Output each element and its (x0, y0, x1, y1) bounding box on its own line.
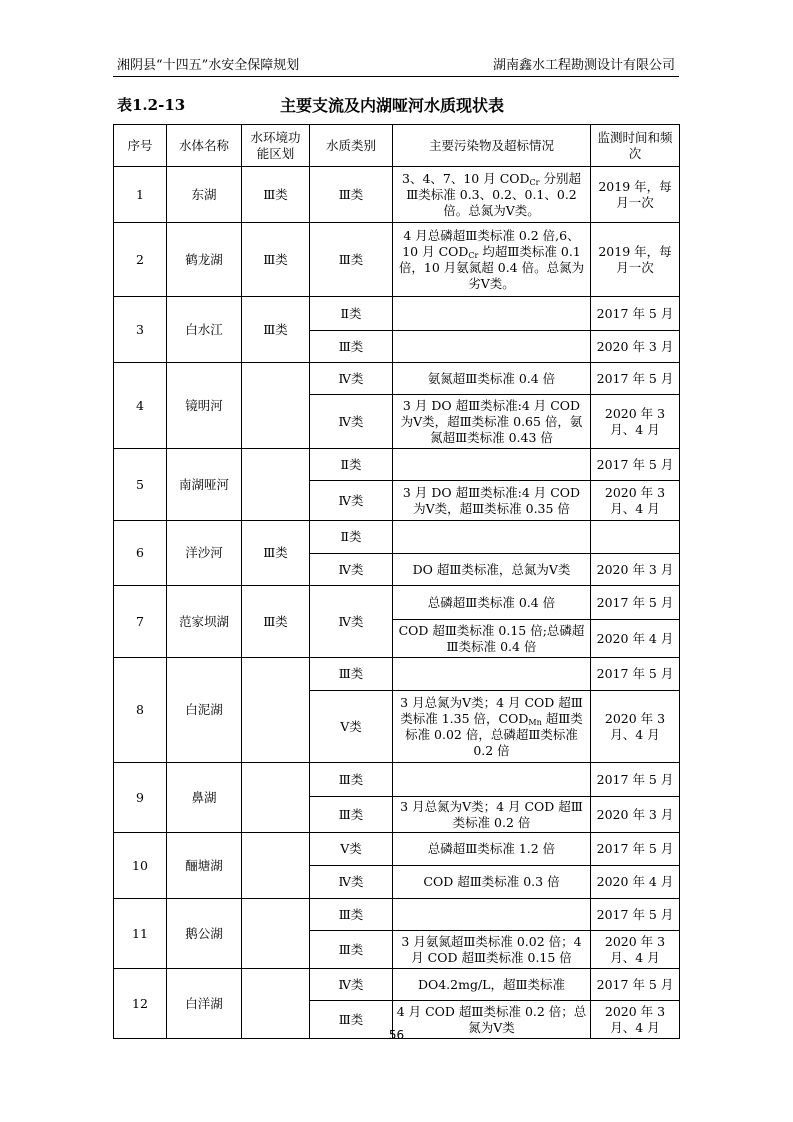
cell-function-zone (242, 658, 310, 763)
header-company-name: 湖南鑫水工程勘测设计有限公司 (492, 58, 675, 73)
cell-function-zone: Ⅲ类 (242, 586, 310, 658)
cell-serial-no: 5 (114, 449, 167, 521)
cell-pollutant (393, 620, 591, 658)
pollutant-text: COD 超Ⅲ类标准 0.3 倍 (423, 874, 560, 889)
cell-serial-no: 11 (114, 899, 167, 969)
table-row (114, 363, 680, 395)
cell-water-class: Ⅲ类 (310, 1001, 393, 1039)
pollutant-text: 3 月氨氮超Ⅲ类标准 0.02 倍；4 月 COD 超Ⅲ类标准 0.15 倍 (401, 933, 582, 965)
cell-function-zone (242, 449, 310, 521)
cell-water-class: Ⅲ类 (310, 167, 393, 223)
cell-serial-no: 1 (114, 167, 167, 223)
table-row (114, 833, 680, 866)
cell-monitoring-time: 2020 年 3 月、4 月 (591, 931, 680, 969)
page-header (113, 56, 679, 77)
cell-monitoring-time: 2017 年 5 月 (591, 833, 680, 866)
cell-pollutant (393, 797, 591, 833)
water-quality-table (113, 124, 680, 1039)
cell-water-body-name: 东湖 (167, 167, 242, 223)
cell-serial-no: 10 (114, 833, 167, 899)
cell-monitoring-time: 2020 年 3 月 (591, 331, 680, 363)
cell-pollutant (393, 331, 591, 363)
cell-serial-no: 4 (114, 363, 167, 449)
cell-pollutant (393, 395, 591, 449)
cell-monitoring-time: 2020 年 3 月、4 月 (591, 1001, 680, 1039)
cell-monitoring-time: 2019 年，每月一次 (591, 223, 680, 297)
cell-monitoring-time: 2020 年 3 月 (591, 797, 680, 833)
pollutant-text: 4 月总磷超Ⅲ类标准 0.2 倍,6、10 月 COD (402, 227, 580, 259)
page-number: 56 (388, 1028, 405, 1042)
table-body (114, 125, 680, 1039)
cell-pollutant (393, 833, 591, 866)
cell-monitoring-time: 2020 年 3 月、4 月 (591, 395, 680, 449)
cell-monitoring-time: 2017 年 5 月 (591, 969, 680, 1001)
cell-pollutant (393, 223, 591, 297)
cell-water-class: Ⅳ类 (310, 969, 393, 1001)
cell-pollutant (393, 554, 591, 586)
cell-water-class: Ⅳ类 (310, 363, 393, 395)
cell-monitoring-time: 2020 年 4 月 (591, 866, 680, 899)
table-header-row (114, 125, 680, 167)
cell-function-zone (242, 763, 310, 833)
cell-water-class: Ⅳ类 (310, 395, 393, 449)
cell-water-body-name: 白泥湖 (167, 658, 242, 763)
pollutant-subscript: Mn (528, 717, 542, 727)
cell-monitoring-time: 2020 年 3 月、4 月 (591, 691, 680, 763)
cell-monitoring-time: 2020 年 3 月 (591, 554, 680, 586)
cell-monitoring-time: 2017 年 5 月 (591, 297, 680, 331)
table-row (114, 449, 680, 481)
pollutant-text: COD 超Ⅲ类标准 0.15 倍;总磷超Ⅲ类标准 0.4 倍 (398, 622, 585, 654)
cell-serial-no: 6 (114, 521, 167, 586)
pollutant-text-continued: 均超Ⅲ类标准 0.1 倍，10 月氨氮超 0.4 倍。总氮为劣Ⅴ类。 (398, 243, 585, 291)
cell-monitoring-time: 2020 年 3 月、4 月 (591, 481, 680, 521)
cell-water-class: Ⅲ类 (310, 931, 393, 969)
pollutant-text: 氨氮超Ⅲ类标准 0.4 倍 (427, 370, 556, 386)
cell-monitoring-time: 2017 年 5 月 (591, 449, 680, 481)
cell-water-class: Ⅳ类 (310, 866, 393, 899)
cell-water-class: Ⅳ类 (310, 481, 393, 521)
pollutant-subscript: Cr (529, 177, 540, 187)
cell-serial-no: 12 (114, 969, 167, 1039)
cell-water-class: Ⅳ类 (310, 554, 393, 586)
pollutant-text: 3 月总氮为Ⅴ类；4 月 COD 超Ⅲ类标准 1.35 倍，COD (400, 694, 583, 726)
table-row (114, 223, 680, 297)
col-header-name: 水体名称 (167, 125, 242, 167)
table-number: 表1.2-13 (117, 96, 186, 114)
cell-water-class: Ⅲ类 (310, 797, 393, 833)
cell-water-class: Ⅲ类 (310, 899, 393, 931)
cell-monitoring-time: 2017 年 5 月 (591, 899, 680, 931)
cell-monitoring-time: 2020 年 4 月 (591, 620, 680, 658)
pollutant-text: 3 月总氮为Ⅴ类；4 月 COD 超Ⅲ类标准 0.2 倍 (400, 798, 583, 830)
cell-water-class: Ⅱ类 (310, 297, 393, 331)
cell-pollutant (393, 449, 591, 481)
cell-pollutant (393, 586, 591, 620)
pollutant-text: DO4.2mg/L，超Ⅲ类标准 (417, 976, 566, 992)
table-row (114, 763, 680, 797)
cell-pollutant (393, 899, 591, 931)
cell-function-zone (242, 363, 310, 449)
pollutant-text: 3 月 DO 超Ⅲ类标准:4 月 COD 为Ⅴ类，超Ⅲ类标准 0.35 倍 (402, 484, 581, 516)
table-row (114, 658, 680, 691)
cell-serial-no: 3 (114, 297, 167, 363)
cell-pollutant (393, 521, 591, 554)
cell-water-class: Ⅴ类 (310, 691, 393, 763)
table-row (114, 586, 680, 620)
pollutant-text: 3、4、7、10 月 COD (402, 170, 530, 186)
cell-pollutant (393, 866, 591, 899)
pollutant-text: 3 月 DO 超Ⅲ类标准:4 月 COD 为Ⅴ类，超Ⅲ类标准 0.65 倍，氨氮超Ⅲ类标准 0.43 倍 (400, 397, 583, 445)
cell-function-zone: Ⅲ类 (242, 223, 310, 297)
cell-water-class: Ⅲ类 (310, 331, 393, 363)
pollutant-text-continued: 分别超Ⅲ类标准 0.3、0.2、0.1、0.2 倍。总氮为Ⅴ类。 (406, 170, 581, 218)
pollutant-text-continued: 超Ⅲ类标准 0.02 倍，总磷超Ⅲ类标准 0.2 倍 (405, 710, 583, 758)
pollutant-text: 总磷超Ⅲ类标准 0.4 倍 (427, 594, 556, 610)
table-row (114, 969, 680, 1001)
cell-serial-no: 8 (114, 658, 167, 763)
cell-pollutant (393, 763, 591, 797)
pollutant-text: DO 超Ⅲ类标准，总氮为Ⅴ类 (412, 561, 571, 577)
cell-water-body-name: 酾塘湖 (167, 833, 242, 899)
table-row (114, 899, 680, 931)
cell-water-body-name: 南湖哑河 (167, 449, 242, 521)
cell-pollutant (393, 363, 591, 395)
cell-function-zone: Ⅲ类 (242, 167, 310, 223)
cell-water-class: Ⅳ类 (310, 586, 393, 658)
col-header-pollutant: 主要污染物及超标情况 (393, 125, 591, 167)
cell-monitoring-time: 2017 年 5 月 (591, 658, 680, 691)
cell-serial-no: 2 (114, 223, 167, 297)
cell-monitoring-time: 2017 年 5 月 (591, 363, 680, 395)
table-row (114, 521, 680, 554)
cell-function-zone (242, 833, 310, 899)
cell-pollutant (393, 297, 591, 331)
cell-pollutant (393, 658, 591, 691)
cell-water-body-name: 白洋湖 (167, 969, 242, 1039)
cell-monitoring-time: 2017 年 5 月 (591, 586, 680, 620)
cell-monitoring-time: 2019 年，每月一次 (591, 167, 680, 223)
col-header-class: 水质类别 (310, 125, 393, 167)
pollutant-text: 总磷超Ⅲ类标准 1.2 倍 (427, 841, 556, 856)
cell-water-body-name: 洋沙河 (167, 521, 242, 586)
cell-function-zone (242, 899, 310, 969)
cell-water-class: Ⅴ类 (310, 833, 393, 866)
cell-function-zone: Ⅲ类 (242, 521, 310, 586)
pollutant-text: 4 月 COD 超Ⅲ类标准 0.2 倍；总氮为Ⅴ类 (396, 1003, 587, 1035)
table-title: 主要支流及内湖哑河水质现状表 (280, 96, 505, 115)
cell-water-body-name: 鹤龙湖 (167, 223, 242, 297)
cell-pollutant (393, 167, 591, 223)
table-row (114, 297, 680, 331)
cell-pollutant (393, 691, 591, 763)
cell-function-zone: Ⅲ类 (242, 297, 310, 363)
cell-monitoring-time (591, 521, 680, 554)
cell-pollutant (393, 481, 591, 521)
col-header-zone: 水环境功能区划 (242, 125, 310, 167)
table-row (114, 167, 680, 223)
cell-water-class: Ⅱ类 (310, 449, 393, 481)
cell-monitoring-time: 2017 年 5 月 (591, 763, 680, 797)
cell-water-class: Ⅱ类 (310, 521, 393, 554)
cell-water-body-name: 鹅公湖 (167, 899, 242, 969)
cell-water-class: Ⅲ类 (310, 763, 393, 797)
pollutant-subscript: Cr (468, 250, 479, 260)
cell-water-body-name: 鼻湖 (167, 763, 242, 833)
cell-pollutant (393, 969, 591, 1001)
cell-pollutant (393, 931, 591, 969)
cell-water-body-name: 白水江 (167, 297, 242, 363)
col-header-time: 监测时间和频次 (591, 125, 680, 167)
cell-water-class: Ⅲ类 (310, 223, 393, 297)
cell-water-body-name: 镜明河 (167, 363, 242, 449)
header-document-title: 湘阴县“十四五”水安全保障规划 (117, 58, 300, 73)
cell-water-class: Ⅲ类 (310, 658, 393, 691)
cell-serial-no: 7 (114, 586, 167, 658)
col-header-no: 序号 (114, 125, 167, 167)
cell-water-body-name: 范家坝湖 (167, 586, 242, 658)
cell-serial-no: 9 (114, 763, 167, 833)
